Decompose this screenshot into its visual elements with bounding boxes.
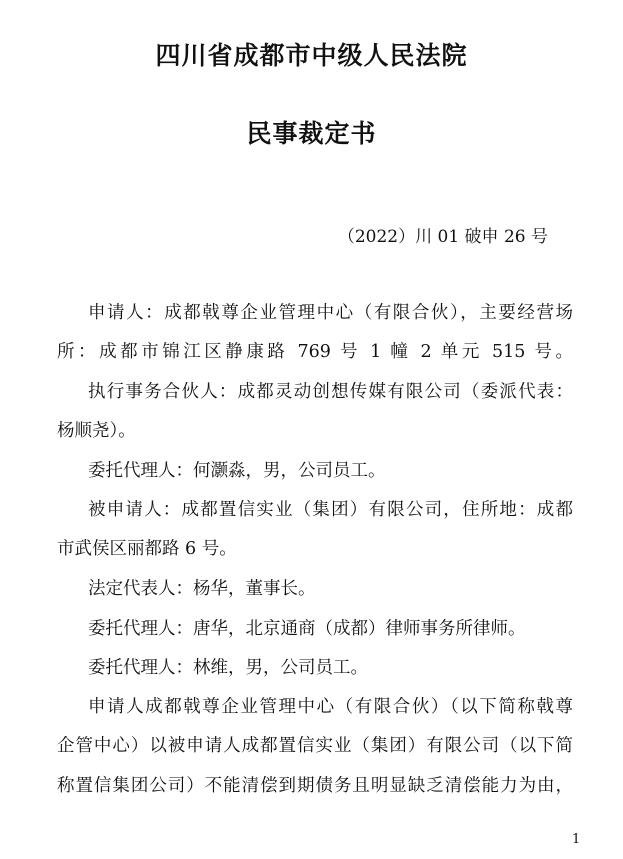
text-line: 称置信集团公司）不能清偿到期债务且明显缺乏清偿能力为由，: [57, 776, 573, 796]
text-line: 委托代理人：何灏淼，男，公司员工。: [88, 461, 386, 481]
court-name: 四川省成都市中级人民法院: [155, 41, 468, 70]
text-line: 执行事务合伙人：成都灵动创想传媒有限公司（委派代表：: [88, 382, 573, 402]
text-line: 委托代理人：林维，男，公司员工。: [88, 658, 368, 678]
text-line: 市武侯区丽都路 6 号。: [57, 539, 237, 559]
text-line: 申请人：成都戟尊企业管理中心（有限合伙），主要经营场: [88, 303, 573, 323]
text-line: 申请人成都戟尊企业管理中心（有限合伙）（以下简称戟尊: [88, 697, 573, 717]
text-line: 企管中心）以被申请人成都置信实业（集团）有限公司（以下简: [57, 736, 573, 756]
text-line: 法定代表人：杨华，董事长。: [88, 579, 316, 599]
document-type: 民事裁定书: [246, 119, 377, 148]
case-number: （2022）川 01 破申 26 号: [337, 227, 548, 247]
page-number: 1: [572, 832, 581, 847]
text-line: 杨顺尧）。: [57, 421, 136, 441]
text-line: 所：成都市锦江区静康路 769 号 1 幢 2 单元 515 号。: [57, 342, 573, 362]
text-line: 被申请人：成都置信实业（集团）有限公司，住所地：成都: [88, 500, 573, 520]
text-line: 委托代理人：唐华，北京通商（成都）律师事务所律师。: [88, 619, 526, 639]
